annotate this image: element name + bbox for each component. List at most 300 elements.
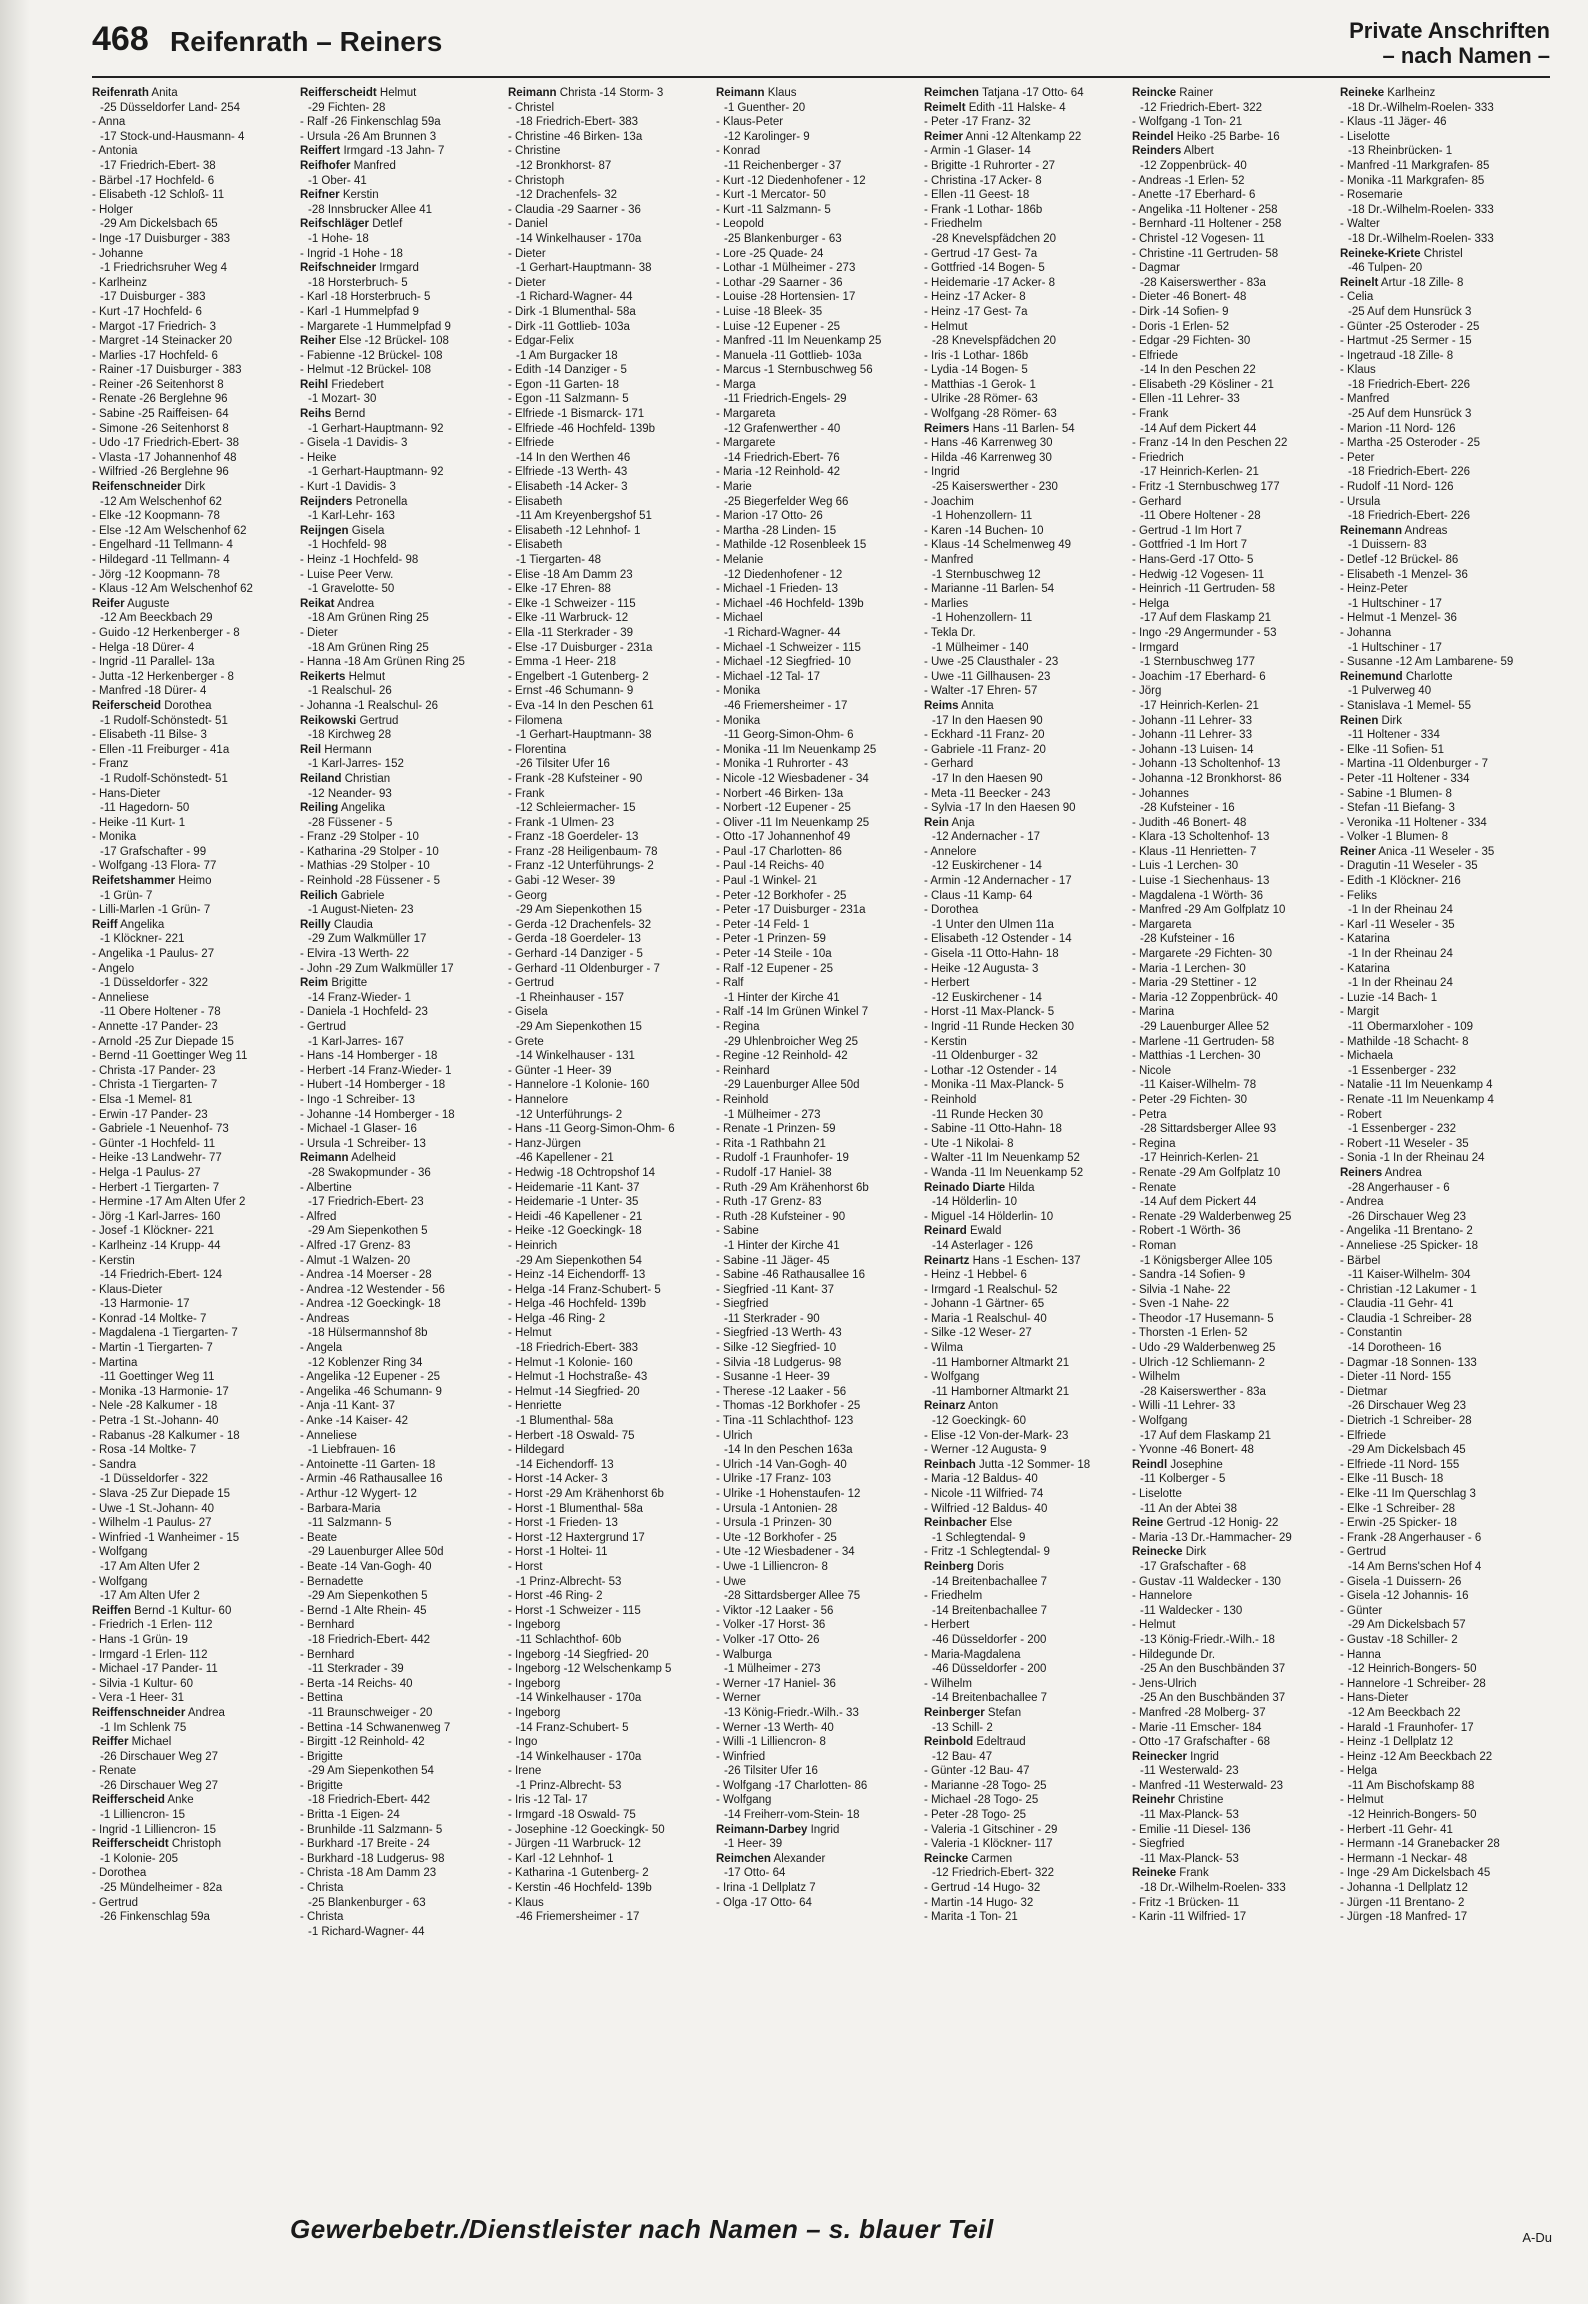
address-line: -1 Mülheimer - 273 bbox=[724, 1108, 821, 1121]
given-name-entry: - Rudolf -17 Haniel- 38 bbox=[716, 1166, 832, 1179]
address-line: -18 Friedrich-Ebert- 226 bbox=[1348, 466, 1471, 479]
given-name-entry: - Klaus bbox=[508, 1896, 544, 1909]
given-name-entry: - Ingrid bbox=[924, 466, 960, 479]
given-name-entry: - Tina -11 Schlachthof- 123 bbox=[716, 1415, 854, 1428]
given-name-entry: - Ulrich bbox=[716, 1429, 753, 1442]
surname: Reifschneider bbox=[300, 262, 377, 275]
given-name-entry: - Armin -1 Glaser- 14 bbox=[924, 145, 1031, 158]
given-name-entry: - Wolfgang bbox=[716, 1794, 772, 1807]
entry-detail: Andrea bbox=[185, 1706, 225, 1719]
given-name-entry: - Michael -12 Tal- 17 bbox=[716, 670, 820, 683]
address-line: -17 Stock-und-Hausmann- 4 bbox=[100, 130, 245, 143]
given-name-entry: - Marlies -17 Hochfeld- 6 bbox=[92, 349, 218, 362]
given-name-entry: - Kerstin bbox=[924, 1035, 967, 1048]
surname-entry bbox=[300, 597, 508, 612]
given-name-entry: - Michael -1 Schweizer - 115 bbox=[716, 641, 861, 654]
given-name-entry: - Gabriele -11 Franz- 20 bbox=[924, 743, 1046, 756]
given-name-entry: - Brigitte bbox=[300, 1779, 343, 1792]
given-name-entry: - Regine -12 Reinhold- 42 bbox=[716, 1050, 848, 1063]
address-line: -1 Realschul- 26 bbox=[308, 685, 392, 698]
address-line: -18 Dr.-Wilhelm-Roelen- 333 bbox=[1348, 101, 1494, 114]
directory-column bbox=[300, 86, 508, 2196]
surname-entry bbox=[924, 1458, 1132, 1473]
address-line: -1 Guenther- 20 bbox=[724, 101, 806, 114]
given-name-entry: - Matthias -1 Gerok- 1 bbox=[924, 378, 1036, 391]
surname: Reinelt bbox=[1340, 276, 1379, 289]
given-name-entry: - Heike bbox=[300, 451, 337, 464]
given-name-entry: - Friedrich bbox=[1132, 451, 1184, 464]
given-name-entry: - Hildegunde Dr. bbox=[1132, 1648, 1216, 1661]
given-name-entry: - Klaus-Dieter bbox=[92, 1283, 163, 1296]
given-name-entry: - Johanne bbox=[92, 247, 144, 260]
given-name-entry: - Mathilde -12 Rosenbleek 15 bbox=[716, 539, 867, 552]
address-line: -28 Angerhauser - 6 bbox=[1348, 1181, 1450, 1194]
given-name-entry: - Hanz-Jürgen bbox=[508, 1137, 581, 1150]
given-name-entry: - Ellen -11 Geest- 18 bbox=[924, 189, 1030, 202]
given-name-entry: - Sabine -1 Blumen- 8 bbox=[1340, 787, 1452, 800]
address-line: -1 Hohenzollern- 11 bbox=[932, 510, 1033, 523]
given-name-entry: - Elisabeth -12 Ostender - 14 bbox=[924, 933, 1072, 946]
given-name-entry: - Emilie -11 Diesel- 136 bbox=[1132, 1823, 1251, 1836]
address-line: -25 Mündelheimer - 82a bbox=[100, 1882, 223, 1895]
given-name-entry: - Andrea -12 Goeckingk- 18 bbox=[300, 1298, 441, 1311]
given-name-entry: - Herbert -14 Franz-Wieder- 1 bbox=[300, 1064, 452, 1077]
given-name-entry: - Heinz -14 Eichendorff- 13 bbox=[508, 1269, 646, 1282]
given-name-entry: - Konrad -14 Moltke- 7 bbox=[92, 1312, 207, 1325]
given-name-entry: - Horst -12 Haxtergrund 17 bbox=[508, 1531, 645, 1544]
surname-entry bbox=[1132, 130, 1340, 145]
surname: Reinbacher bbox=[924, 1517, 987, 1530]
given-name-entry: - Constantin bbox=[1340, 1327, 1403, 1340]
given-name-entry: - Ingeborg -12 Welschenkamp 5 bbox=[508, 1663, 672, 1676]
surname: Reihs bbox=[300, 408, 332, 421]
surname-entry bbox=[92, 918, 300, 933]
given-name-entry: - Ursula -1 Schreiber- 13 bbox=[300, 1137, 426, 1150]
given-name-entry: - Emma -1 Heer- 218 bbox=[508, 656, 617, 669]
surname: Reifenrath bbox=[92, 87, 149, 99]
surname-entry bbox=[1132, 86, 1340, 101]
entry-detail: Dorothea bbox=[161, 699, 212, 712]
given-name-entry: - Marion -17 Otto- 26 bbox=[716, 510, 823, 523]
directory-column bbox=[1340, 86, 1548, 2196]
given-name-entry: - Elfriede bbox=[1340, 1429, 1387, 1442]
directory-column bbox=[1132, 86, 1340, 2196]
given-name-entry: - Winfried bbox=[716, 1750, 766, 1763]
address-line: -11 Kolberger - 5 bbox=[1140, 1473, 1226, 1486]
surname: Reim bbox=[300, 977, 329, 990]
given-name-entry: - Bettina bbox=[300, 1692, 343, 1705]
given-name-entry: - Jörg -1 Karl-Jarres- 160 bbox=[92, 1210, 221, 1223]
given-name-entry: - Susanne -12 Am Lambarene- 59 bbox=[1340, 656, 1514, 669]
given-name-entry: - Heidemarie -11 Kant- 37 bbox=[508, 1181, 640, 1194]
surname-entry bbox=[92, 699, 300, 714]
surname-entry bbox=[924, 1560, 1132, 1575]
given-name-entry: - Johann -1 Gärtner- 65 bbox=[924, 1298, 1045, 1311]
address-line: -12 Karolinger- 9 bbox=[724, 130, 810, 143]
address-line: -29 Lauenburger Allee 50d bbox=[308, 1546, 444, 1559]
address-line: -11 Am Bischofskamp 88 bbox=[1348, 1779, 1475, 1792]
directory-column bbox=[716, 86, 924, 2196]
given-name-entry: - Friedrich -1 Erlen- 112 bbox=[92, 1619, 213, 1632]
given-name-entry: - Manfred -11 Westerwald- 23 bbox=[1132, 1779, 1284, 1792]
given-name-entry: - Monika -1 Ruhrorter - 43 bbox=[716, 758, 849, 771]
given-name-entry: - Walburga bbox=[716, 1648, 772, 1661]
given-name-entry: - Ursula -1 Prinzen- 30 bbox=[716, 1517, 832, 1530]
given-name-entry: - Volker -17 Horst- 36 bbox=[716, 1619, 826, 1632]
entry-detail: Kerstin bbox=[339, 189, 379, 202]
given-name-entry: - Susanne -1 Heer- 39 bbox=[716, 1371, 830, 1384]
given-name-entry: - Gisela -1 Davidis- 3 bbox=[300, 437, 408, 450]
address-line: -12 Euskirchener - 14 bbox=[932, 991, 1042, 1004]
address-line: -12 Bronkhorst- 87 bbox=[516, 159, 612, 172]
given-name-entry: - Heidi -46 Kapellener - 21 bbox=[508, 1210, 643, 1223]
surname-entry bbox=[924, 422, 1132, 437]
address-line: -26 Finkenschlag 59a bbox=[100, 1911, 210, 1924]
given-name-entry: - Johanne -14 Homberger - 18 bbox=[300, 1108, 455, 1121]
given-name-entry: - Siegfried -11 Kant- 37 bbox=[716, 1283, 835, 1296]
address-line: -1 Gerhart-Hauptmann- 92 bbox=[308, 422, 444, 435]
surname-entry bbox=[300, 772, 508, 787]
given-name-entry: - Horst bbox=[508, 1560, 543, 1573]
surname-entry bbox=[92, 1837, 300, 1852]
given-name-entry: - Angela bbox=[300, 1342, 343, 1355]
address-line: -29 Am Dickelsbach 65 bbox=[100, 218, 218, 231]
address-line: -1 Hultschiner - 17 bbox=[1348, 597, 1442, 610]
address-line: -1 Gerhart-Hauptmann- 38 bbox=[516, 729, 652, 742]
entry-detail: Heiko -25 Barbe- 16 bbox=[1173, 130, 1280, 143]
given-name-entry: - Maria -29 Stettiner - 12 bbox=[1132, 977, 1257, 990]
footer-banner: Gewerbebetr./Dienstleister nach Namen – s. blauer Teil bbox=[290, 2214, 994, 2244]
address-line: -12 Grafenwerther - 40 bbox=[724, 422, 841, 435]
address-line: -17 Am Alten Ufer 2 bbox=[100, 1560, 200, 1573]
given-name-entry: - Magdalena -1 Wörth- 36 bbox=[1132, 889, 1264, 902]
given-name-entry: - Petra bbox=[1132, 1108, 1167, 1121]
surname-entry bbox=[1132, 1545, 1340, 1560]
given-name-entry: - Wilhelm bbox=[1132, 1371, 1180, 1384]
given-name-entry: - Günter bbox=[1340, 1604, 1383, 1617]
address-line: -18 Am Grünen Ring 25 bbox=[308, 612, 429, 625]
given-name-entry: - Margit bbox=[1340, 1006, 1379, 1019]
given-name-entry: - Oliver -11 Im Neuenkamp 25 bbox=[716, 816, 870, 829]
given-name-entry: - Martin -14 Hugo- 32 bbox=[924, 1896, 1034, 1909]
surname-entry bbox=[924, 699, 1132, 714]
surname: Reine bbox=[1132, 1517, 1164, 1530]
entry-detail: Tatjana -17 Otto- 64 bbox=[978, 87, 1084, 99]
address-line: -1 Hinter der Kirche 41 bbox=[724, 991, 840, 1004]
given-name-entry: - Margret -14 Steinacker 20 bbox=[92, 335, 232, 348]
surname-entry bbox=[924, 1254, 1132, 1269]
entry-detail: Josephine bbox=[1167, 1458, 1223, 1471]
entry-detail: Anton bbox=[965, 1400, 999, 1413]
surname-entry bbox=[300, 86, 508, 101]
surname: Reincke bbox=[1132, 87, 1177, 99]
given-name-entry: - Gabriele -1 Neuenhof- 73 bbox=[92, 1123, 229, 1136]
address-line: -28 Sittardsberger Allee 75 bbox=[724, 1590, 861, 1603]
surname-entry bbox=[1340, 1166, 1548, 1181]
given-name-entry: - Helga -46 Hochfeld- 139b bbox=[508, 1298, 647, 1311]
given-name-entry: - Valeria -1 Gitschiner - 29 bbox=[924, 1823, 1058, 1836]
given-name-entry: - Karl -11 Weseler - 35 bbox=[1340, 918, 1455, 931]
given-name-entry: - Uwe -1 St.-Johann- 40 bbox=[92, 1502, 215, 1515]
address-line: -11 Goettinger Weg 11 bbox=[100, 1371, 215, 1384]
surname-entry bbox=[300, 144, 508, 159]
surname-entry bbox=[300, 889, 508, 904]
given-name-entry: - Marita -1 Ton- 21 bbox=[924, 1911, 1018, 1924]
given-name-entry: - Gabi -12 Weser- 39 bbox=[508, 875, 616, 888]
address-line: -1 Richard-Wagner- 44 bbox=[308, 1925, 425, 1938]
given-name-entry: - Günter -1 Hochfeld- 11 bbox=[92, 1137, 216, 1150]
given-name-entry: - Sabine -11 Otto-Hahn- 18 bbox=[924, 1123, 1062, 1136]
given-name-entry: - Edith -1 Klöckner- 216 bbox=[1340, 875, 1461, 888]
given-name-entry: - Heinz -17 Acker- 8 bbox=[924, 291, 1026, 304]
entry-detail: Charlotte bbox=[1402, 670, 1453, 683]
address-line: -1 Essenberger - 232 bbox=[1348, 1064, 1457, 1077]
address-line: -11 Westerwald- 23 bbox=[1140, 1765, 1239, 1778]
given-name-entry: - Elsa -1 Memel- 81 bbox=[92, 1093, 193, 1106]
entry-detail: Irmgard -13 Jahn- 7 bbox=[340, 145, 445, 158]
address-line: -12 Drachenfels- 32 bbox=[516, 189, 617, 202]
address-line: -1 Tiergarten- 48 bbox=[516, 554, 602, 566]
entry-detail: Edith -11 Halske- 4 bbox=[965, 101, 1066, 114]
entry-detail: Ingrid bbox=[807, 1823, 840, 1836]
given-name-entry: - Herbert bbox=[924, 977, 970, 990]
given-name-entry: - Andrea -14 Moerser - 28 bbox=[300, 1269, 432, 1282]
address-line: -17 Friedrich-Ebert- 38 bbox=[100, 159, 216, 172]
given-name-entry: - Hans -11 Georg-Simon-Ohm- 6 bbox=[508, 1123, 675, 1136]
given-name-entry: - Maria -12 Zoppenbrück- 40 bbox=[1132, 991, 1278, 1004]
given-name-entry: - Walter -17 Ehren- 57 bbox=[924, 685, 1038, 698]
given-name-entry: - Silke -12 Weser- 27 bbox=[924, 1327, 1032, 1340]
address-line: -12 Heinrich-Bongers- 50 bbox=[1348, 1663, 1477, 1676]
given-name-entry: - Martina bbox=[92, 1356, 138, 1369]
address-line: -14 Eichendorff- 13 bbox=[516, 1458, 614, 1471]
given-name-entry: - Johannes bbox=[1132, 787, 1189, 800]
given-name-entry: - Silvia -1 Kultur- 60 bbox=[92, 1677, 193, 1690]
given-name-entry: - Manfred -18 Dürer- 4 bbox=[92, 685, 207, 698]
given-name-entry: - Robert bbox=[1340, 1108, 1382, 1121]
given-name-entry: - Harald -1 Fraunhofer- 17 bbox=[1340, 1721, 1474, 1734]
given-name-entry: - Almut -1 Walzen- 20 bbox=[300, 1254, 411, 1267]
given-name-entry: - Horst -46 Ring- 2 bbox=[508, 1590, 603, 1603]
address-line: -11 Obere Holtener - 78 bbox=[100, 1006, 221, 1019]
address-line: -11 Reichenberger - 37 bbox=[724, 159, 842, 172]
given-name-entry: - Peter -17 Franz- 32 bbox=[924, 116, 1031, 129]
given-name-entry: - Heinz -17 Gest- 7a bbox=[924, 305, 1028, 318]
surname: Reindl bbox=[1132, 1458, 1168, 1471]
entry-detail: Stefan bbox=[984, 1706, 1022, 1719]
given-name-entry: - Horst -1 Holtei- 11 bbox=[508, 1546, 608, 1559]
given-name-entry: - Christoph bbox=[508, 174, 565, 187]
given-name-entry: - Monika -11 Markgrafen- 85 bbox=[1340, 174, 1485, 187]
address-line: -12 Unterführungs- 2 bbox=[516, 1108, 623, 1121]
address-line: -46 Düsseldorfer - 200 bbox=[932, 1633, 1047, 1646]
given-name-entry: - Fritz -1 Sternbuschweg 177 bbox=[1132, 481, 1280, 494]
given-name-entry: - Elise -18 Am Damm 23 bbox=[508, 568, 633, 581]
given-name-entry: - Wolfgang bbox=[924, 1371, 980, 1384]
surname-entry bbox=[92, 480, 300, 495]
address-line: -18 Dr.-Wilhelm-Roelen- 333 bbox=[1348, 203, 1494, 216]
given-name-entry: - Hildegard -11 Tellmann- 4 bbox=[92, 554, 230, 566]
given-name-entry: - Bernhard bbox=[300, 1648, 355, 1661]
address-line: -11 Obere Holtener - 28 bbox=[1140, 510, 1261, 523]
surname-entry bbox=[300, 407, 508, 422]
given-name-entry: - Edith -14 Danziger - 5 bbox=[508, 364, 627, 377]
entry-detail: Hans -11 Barlen- 54 bbox=[969, 422, 1075, 435]
address-line: -28 Kufsteiner - 16 bbox=[1140, 933, 1235, 946]
given-name-entry: - Heike -13 Landwehr- 77 bbox=[92, 1152, 222, 1165]
given-name-entry: - Heinz -12 Am Beeckbach 22 bbox=[1340, 1750, 1493, 1763]
given-name-entry: - Frank bbox=[508, 787, 545, 800]
given-name-entry: - Hermann -1 Neckar- 48 bbox=[1340, 1852, 1468, 1865]
surname-entry bbox=[92, 1706, 300, 1721]
given-name-entry: - Joachim bbox=[924, 495, 974, 508]
given-name-entry: - Frank -28 Angerhauser - 6 bbox=[1340, 1531, 1482, 1544]
given-name-entry: - Peter -1 Prinzen- 59 bbox=[716, 933, 826, 946]
given-name-entry: - Helmut -14 Siegfried- 20 bbox=[508, 1385, 640, 1398]
surname-entry bbox=[300, 188, 508, 203]
given-name-entry: - Lydia -14 Bogen- 5 bbox=[924, 364, 1028, 377]
given-name-entry: - Gisela bbox=[508, 1006, 548, 1019]
address-line: -1 Kolonie- 205 bbox=[100, 1852, 178, 1865]
given-name-entry: - Sandra bbox=[92, 1458, 137, 1471]
given-name-entry: - Elisabeth -14 Acker- 3 bbox=[508, 481, 628, 494]
given-name-entry: - Anna bbox=[92, 116, 126, 129]
given-name-entry: - Elfriede -1 Bismarck- 171 bbox=[508, 408, 645, 421]
surname: Reil bbox=[300, 743, 322, 756]
given-name-entry: - Eva -14 In den Peschen 61 bbox=[508, 699, 654, 712]
surname: Reinartz bbox=[924, 1254, 970, 1267]
given-name-entry: - Marlies bbox=[924, 597, 969, 610]
footer-code: A-Du bbox=[1522, 2230, 1552, 2245]
address-line: -1 Rheinhauser - 157 bbox=[516, 991, 625, 1004]
given-name-entry: - Andreas bbox=[300, 1312, 350, 1325]
given-name-entry: - Heike -12 Augusta- 3 bbox=[924, 962, 1039, 975]
surname-entry bbox=[92, 1735, 300, 1750]
given-name-entry: - Heinz -1 Dellplatz 12 bbox=[1340, 1736, 1454, 1749]
given-name-entry: - Ralf -12 Eupener - 25 bbox=[716, 962, 833, 975]
address-line: -1 Hohe- 18 bbox=[308, 232, 369, 245]
given-name-entry: - Renate -29 Walderbenweg 25 bbox=[1132, 1210, 1292, 1223]
given-name-entry: - Irina -1 Dellplatz 7 bbox=[716, 1882, 816, 1895]
surname-entry bbox=[92, 597, 300, 612]
given-name-entry: - Renate -11 Im Neuenkamp 4 bbox=[1340, 1093, 1494, 1106]
given-name-entry: - Anja -11 Kant- 37 bbox=[300, 1400, 396, 1413]
given-name-entry: - Bernhard -11 Holtener - 258 bbox=[1132, 218, 1282, 231]
surname: Reiffenschneider bbox=[92, 1706, 186, 1719]
given-name-entry: - Fritz -1 Brücken- 11 bbox=[1132, 1896, 1240, 1909]
given-name-entry: - Karl -12 Lehnhof- 1 bbox=[508, 1852, 614, 1865]
given-name-entry: - Silvia -18 Ludgerus- 98 bbox=[716, 1356, 842, 1369]
address-line: -25 An den Buschbänden 37 bbox=[1140, 1663, 1286, 1676]
given-name-entry: - Hermine -17 Am Alten Ufer 2 bbox=[92, 1196, 246, 1209]
given-name-entry: - Katarina bbox=[1340, 962, 1390, 975]
given-name-entry: - Margarete bbox=[716, 437, 776, 450]
given-name-entry: - Claudia -11 Gehr- 41 bbox=[1340, 1298, 1454, 1311]
given-name-entry: - Gustav -18 Schiller- 2 bbox=[1340, 1633, 1458, 1646]
given-name-entry: - Bettina -14 Schwanenweg 7 bbox=[300, 1721, 451, 1734]
address-line: -12 Bau- 47 bbox=[932, 1750, 993, 1763]
given-name-entry: - Herbert bbox=[924, 1619, 970, 1632]
given-name-entry: - Hans -46 Karrenweg 30 bbox=[924, 437, 1053, 450]
given-name-entry: - Renate -1 Prinzen- 59 bbox=[716, 1123, 836, 1136]
given-name-entry: - Katharina -29 Stolper - 10 bbox=[300, 845, 439, 858]
given-name-entry: - Nele -28 Kalkumer - 18 bbox=[92, 1400, 218, 1413]
given-name-entry: - Katarina bbox=[1340, 933, 1390, 946]
given-name-entry: - Bernd -1 Alte Rhein- 45 bbox=[300, 1604, 427, 1617]
address-line: -29 Lauenburger Allee 52 bbox=[1140, 1021, 1270, 1033]
address-line: -25 Biegerfelder Weg 66 bbox=[724, 495, 849, 508]
given-name-entry: - Klaus -11 Jäger- 46 bbox=[1340, 116, 1447, 129]
given-name-entry: - Volker -1 Blumen- 8 bbox=[1340, 831, 1449, 844]
given-name-entry: - Christa -1 Tiergarten- 7 bbox=[92, 1079, 218, 1092]
entry-detail: Adelheid bbox=[348, 1152, 396, 1165]
given-name-entry: - Johann -13 Scholtenhof- 13 bbox=[1132, 758, 1281, 771]
entry-detail: Bernd -1 Kultur- 60 bbox=[130, 1604, 232, 1617]
address-line: -11 Sterkrader - 39 bbox=[308, 1663, 404, 1676]
entry-detail: Dirk bbox=[1182, 1546, 1207, 1559]
given-name-entry: - Claudia -29 Saarner - 36 bbox=[508, 203, 641, 216]
given-name-entry: - Irmgard -1 Realschul- 52 bbox=[924, 1283, 1058, 1296]
given-name-entry: - Joachim -17 Eberhard- 6 bbox=[1132, 670, 1266, 683]
entry-detail: Christa -14 Storm- 3 bbox=[556, 87, 664, 99]
given-name-entry: - Gerda -12 Drachenfels- 32 bbox=[508, 918, 652, 931]
address-line: -11 Runde Hecken 30 bbox=[932, 1108, 1044, 1121]
given-name-entry: - Horst -11 Max-Planck- 5 bbox=[924, 1006, 1055, 1019]
given-name-entry: - Udo -29 Walderbenweg 25 bbox=[1132, 1342, 1276, 1355]
given-name-entry: - Daniel bbox=[508, 218, 548, 231]
surname-entry bbox=[1340, 845, 1548, 860]
address-line: -18 Friedrich-Ebert- 226 bbox=[1348, 378, 1471, 391]
given-name-entry: - Nicole -12 Wiesbadener - 34 bbox=[716, 772, 869, 785]
surname-entry bbox=[924, 130, 1132, 145]
address-line: -1 Sternbuschweg 12 bbox=[932, 568, 1041, 581]
given-name-entry: - Christina -17 Acker- 8 bbox=[924, 174, 1042, 187]
given-name-entry: - Stefan -11 Biefang- 3 bbox=[1340, 802, 1455, 815]
given-name-entry: - Marie -11 Emscher- 184 bbox=[1132, 1721, 1262, 1734]
surname: Reinemann bbox=[1340, 524, 1402, 537]
address-line: -1 Düsseldorfer - 322 bbox=[100, 977, 209, 990]
given-name-entry: - Horst -29 Am Krähenhorst 6b bbox=[508, 1488, 664, 1500]
address-line: -29 Zum Walkmüller 17 bbox=[308, 933, 427, 946]
address-line: -29 Am Siepenkothen 54 bbox=[308, 1765, 434, 1778]
given-name-entry: - Uwe -1 Lilliencron- 8 bbox=[716, 1560, 828, 1573]
given-name-entry: - Rabanus -28 Kalkumer - 18 bbox=[92, 1429, 240, 1442]
address-line: -26 Dirschauer Weg 23 bbox=[1348, 1400, 1467, 1413]
surname: Reifferscheidt bbox=[300, 87, 377, 99]
given-name-entry: - Ingrid -11 Runde Hecken 30 bbox=[924, 1021, 1075, 1033]
address-line: -1 Blumenthal- 58a bbox=[516, 1415, 614, 1428]
given-name-entry: - Jürgen -11 Warbruck- 12 bbox=[508, 1838, 641, 1851]
given-name-entry: - Doris -1 Erlen- 52 bbox=[1132, 320, 1230, 333]
given-name-entry: - Günter -1 Heer- 39 bbox=[508, 1064, 612, 1077]
given-name-entry: - Christa bbox=[300, 1882, 344, 1895]
given-name-entry: - Monika -11 Im Neuenkamp 25 bbox=[716, 743, 877, 756]
address-line: -14 Franz-Schubert- 5 bbox=[516, 1721, 629, 1734]
given-name-entry: - Filomena bbox=[508, 714, 563, 727]
address-line: -11 Kaiser-Wilhelm- 304 bbox=[1348, 1269, 1471, 1282]
given-name-entry: - Andrea -12 Westender - 56 bbox=[300, 1283, 445, 1296]
given-name-entry: - Meta -11 Beecker - 243 bbox=[924, 787, 1051, 800]
address-line: -26 Tilsiter Ufer 16 bbox=[724, 1765, 818, 1778]
given-name-entry: - Petra -1 St.-Johann- 40 bbox=[92, 1415, 219, 1428]
given-name-entry: - Inge -29 Am Dickelsbach 45 bbox=[1340, 1867, 1491, 1880]
address-line: -18 Dr.-Wilhelm-Roelen- 333 bbox=[1140, 1882, 1286, 1895]
given-name-entry: - Dietmar bbox=[1340, 1385, 1388, 1398]
surname: Reifhofer bbox=[300, 159, 351, 172]
given-name-entry: - Hans-Gerd -17 Otto- 5 bbox=[1132, 554, 1254, 566]
given-name-entry: - Gertrud -1 Im Hort 7 bbox=[1132, 524, 1242, 537]
given-name-entry: - Iris -1 Lothar- 186b bbox=[924, 349, 1029, 362]
